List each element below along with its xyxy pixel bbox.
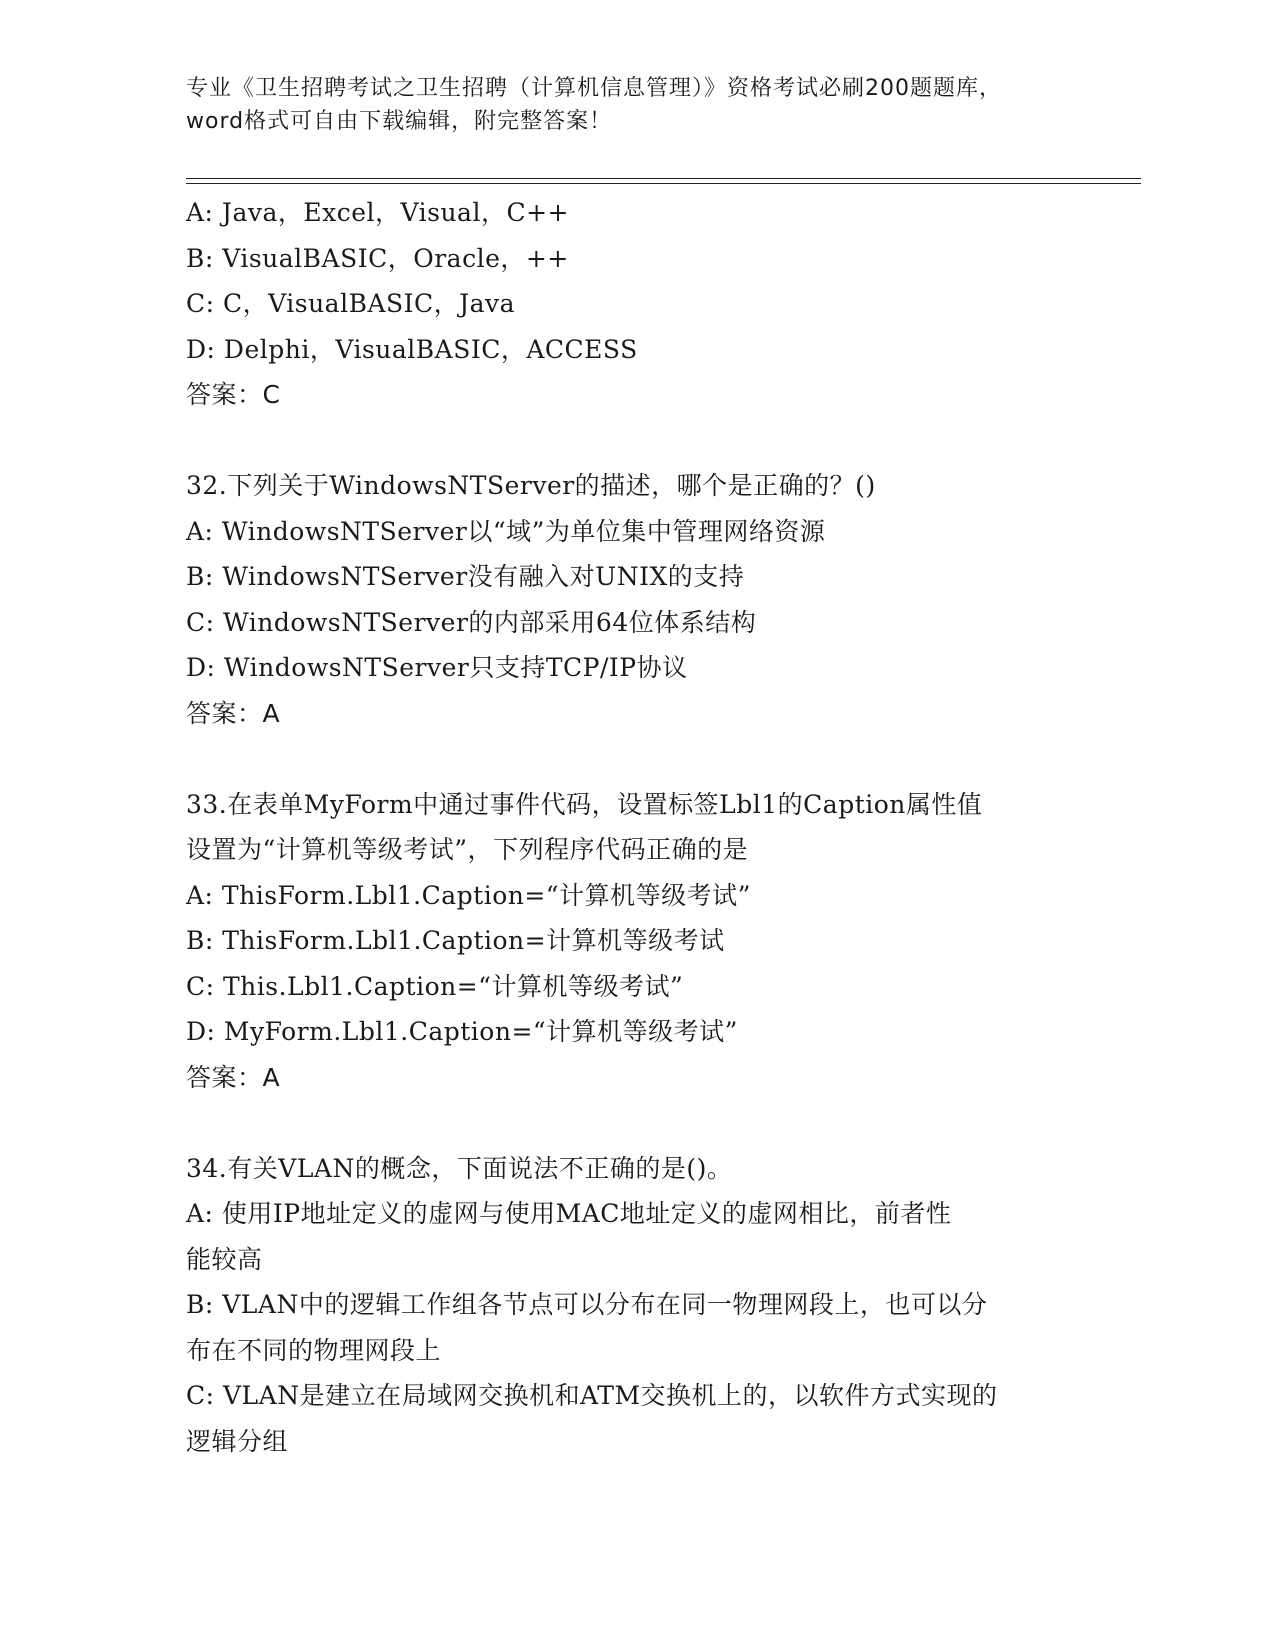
option-a: A: Java，Excel，Visual，C++ xyxy=(186,198,569,227)
block-spacer xyxy=(186,418,1086,464)
block-spacer xyxy=(186,736,1086,782)
question-stem: 34.有关VLAN的概念，下面说法不正确的是()。 xyxy=(186,1153,733,1183)
answer-line: 答案：C xyxy=(186,380,281,409)
option-d: D: MyForm.Lbl1.Caption=“计算机等级考试” xyxy=(186,1017,738,1046)
header-divider-top xyxy=(186,178,1141,179)
option-d: D: Delphi，VisualBASIC，ACCESS xyxy=(186,334,638,364)
question-block-31 xyxy=(186,190,1086,418)
question-block-32 xyxy=(186,463,1086,736)
option-c: C: VLAN是建立在局域网交换机和ATM交换机上的，以软件方式实现的 xyxy=(186,1381,998,1410)
option-a: A: ThisForm.Lbl1.Caption=“计算机等级考试” xyxy=(186,880,751,910)
option-c: C: WindowsNTServer的内部采用64位体系结构 xyxy=(186,607,757,637)
header-title-line-2: word格式可自由下载编辑，附完整答案！ xyxy=(186,109,613,134)
option-c: C: C，VisualBASIC，Java xyxy=(186,289,516,318)
question-content xyxy=(186,190,1086,1464)
option-d: D: WindowsNTServer只支持TCP/IP协议 xyxy=(186,653,688,682)
option-c-continued: 逻辑分组 xyxy=(186,1426,289,1456)
option-b-continued: 布在不同的物理网段上 xyxy=(186,1335,442,1365)
question-stem: 33.在表单MyForm中通过事件代码，设置标签Lbl1的Caption属性值 xyxy=(186,789,983,819)
answer-line: 答案：A xyxy=(186,698,281,728)
option-a: A: 使用IP地址定义的虚网与使用MAC地址定义的虚网相比，前者性 xyxy=(186,1199,952,1228)
option-b: B: WindowsNTServer没有融入对UNIX的支持 xyxy=(186,562,745,591)
option-b: B: ThisForm.Lbl1.Caption=计算机等级考试 xyxy=(186,926,725,955)
question-block-34 xyxy=(186,1146,1086,1465)
answer-line: 答案：A xyxy=(186,1062,281,1092)
option-a-continued: 能较高 xyxy=(186,1244,263,1274)
document-header xyxy=(186,72,1086,138)
option-b: B: VLAN中的逻辑工作组各节点可以分布在同一物理网段上，也可以分 xyxy=(186,1290,988,1319)
option-b: B: VisualBASIC，Oracle，++ xyxy=(186,243,569,273)
question-block-33 xyxy=(186,782,1086,1101)
block-spacer xyxy=(186,1100,1086,1146)
option-c: C: This.Lbl1.Caption=“计算机等级考试” xyxy=(186,971,684,1001)
question-stem: 32.下列关于WindowsNTServer的描述，哪个是正确的？() xyxy=(186,471,876,500)
header-title-line-1: 专业《卫生招聘考试之卫生招聘（计算机信息管理）》资格考试必刷200题题库， xyxy=(186,76,1002,101)
header-divider-bottom xyxy=(186,183,1141,184)
option-a: A: WindowsNTServer以“域”为单位集中管理网络资源 xyxy=(186,516,826,546)
question-stem-continued: 设置为“计算机等级考试”，下列程序代码正确的是 xyxy=(186,835,749,864)
